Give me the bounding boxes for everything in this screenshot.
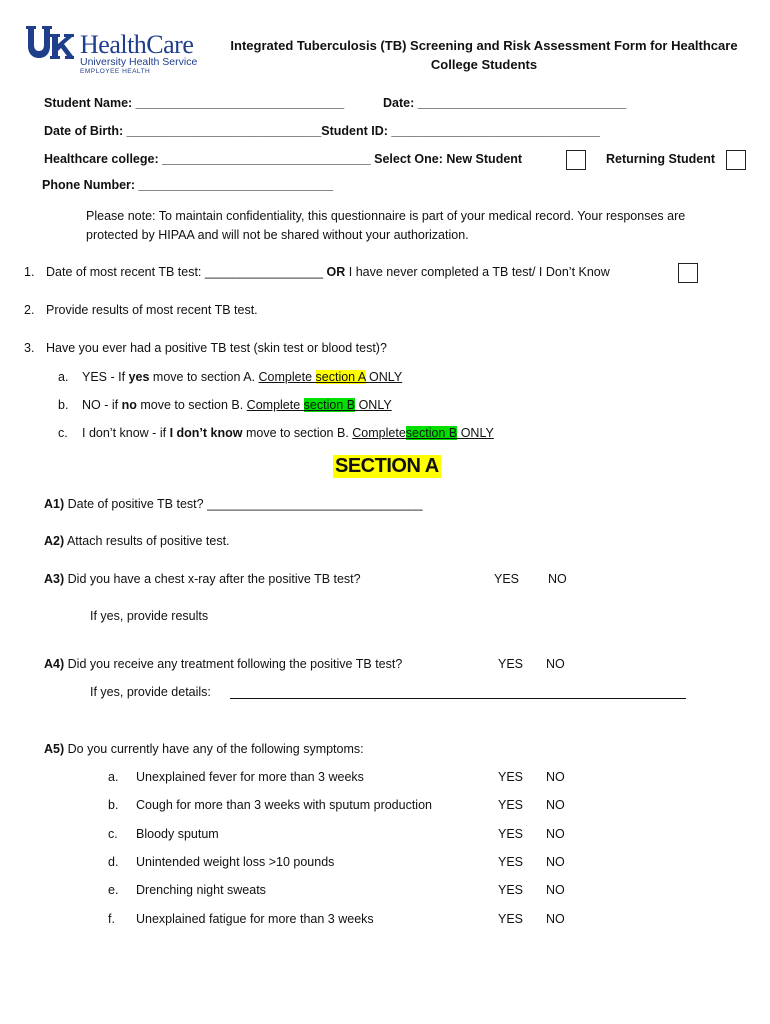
q1-or: OR bbox=[326, 265, 346, 279]
symptom-no-option[interactable]: NO bbox=[546, 883, 565, 897]
confidentiality-note: Please note: To maintain confidentiality, this questionnaire is part of your medical record. Your responses are protected by HIPAA and will not be shared without your authorization. bbox=[86, 209, 686, 242]
symptom-text: Unexplained fever for more than 3 weeks bbox=[136, 770, 364, 784]
symptom-letter: e. bbox=[108, 883, 119, 897]
symptom-no-option[interactable]: NO bbox=[546, 855, 565, 869]
symptom-yes-option[interactable]: YES bbox=[498, 912, 524, 926]
symptom-yes-option[interactable]: YES bbox=[498, 770, 524, 784]
q3-number: 3. bbox=[24, 341, 35, 355]
symptom-text: Unintended weight loss >10 pounds bbox=[136, 855, 335, 869]
a1-field[interactable]: A1) Date of positive TB test? _______________________________ bbox=[44, 497, 423, 511]
q3c-letter: c. bbox=[58, 426, 68, 440]
logo-sub2-text: EMPLOYEE HEALTH bbox=[80, 68, 151, 75]
q3b-link[interactable]: Complete section B ONLY bbox=[246, 398, 392, 412]
q2-number: 2. bbox=[24, 303, 35, 317]
symptom-no-option[interactable]: NO bbox=[546, 827, 565, 841]
a4-row: A4) Did you receive any treatment following the positive TB test? bbox=[44, 657, 403, 671]
symptom-letter: f. bbox=[108, 912, 115, 926]
symptom-text: Drenching night sweats bbox=[136, 883, 266, 897]
form-title: Integrated Tuberculosis (TB) Screening and Risk Assessment Form for Healthcare College Students bbox=[230, 38, 738, 72]
never-tested-checkbox[interactable] bbox=[678, 263, 698, 283]
q3c-link[interactable]: Completesection B ONLY bbox=[352, 426, 494, 440]
a4-details-label: If yes, provide details: bbox=[90, 685, 211, 699]
q1-text: Date of most recent TB test: _________________ bbox=[46, 265, 324, 279]
logo-sub-text: University Health Service bbox=[80, 56, 198, 68]
symptom-letter: b. bbox=[108, 798, 119, 812]
q3b-option: NO - if no move to section B. Complete section B ONLY bbox=[82, 398, 392, 412]
q3b-letter: b. bbox=[58, 398, 69, 412]
a3-no-option[interactable]: NO bbox=[548, 572, 567, 586]
a2-row: A2) Attach results of positive test. bbox=[44, 534, 230, 548]
symptom-no-option[interactable]: NO bbox=[546, 912, 565, 926]
q3a-option: YES - If yes move to section A. Complete section A ONLY bbox=[82, 370, 403, 384]
symptom-yes-option[interactable]: YES bbox=[498, 883, 524, 897]
healthcare-college-field[interactable]: Healthcare college: ______________________________ Select One: New Student bbox=[44, 152, 523, 166]
logo-brand-text: HealthCare bbox=[80, 30, 194, 59]
q3a-letter: a. bbox=[58, 370, 69, 384]
q3-text: Have you ever had a positive TB test (skin test or blood test)? bbox=[46, 341, 387, 355]
dob-student-id-field[interactable]: Date of Birth: ____________________________Student ID: ______________________________ bbox=[44, 124, 600, 138]
symptom-letter: a. bbox=[108, 770, 119, 784]
a4-yes-option[interactable]: YES bbox=[498, 657, 524, 671]
a3-results-field[interactable]: If yes, provide results bbox=[90, 609, 209, 623]
symptom-text: Cough for more than 3 weeks with sputum production bbox=[136, 798, 432, 812]
returning-student-label: Returning Student bbox=[606, 152, 716, 166]
new-student-checkbox[interactable] bbox=[566, 150, 586, 170]
q1-number: 1. bbox=[24, 265, 35, 279]
date-field[interactable]: Date: ______________________________ bbox=[383, 96, 627, 110]
symptom-no-option[interactable]: NO bbox=[546, 798, 565, 812]
a5-row: A5) Do you currently have any of the following symptoms: bbox=[44, 742, 364, 756]
a4-details-line[interactable] bbox=[230, 698, 686, 699]
returning-student-checkbox[interactable] bbox=[726, 150, 746, 170]
q1-field[interactable] bbox=[46, 265, 610, 279]
symptom-yes-option[interactable]: YES bbox=[498, 827, 524, 841]
symptom-text: Bloody sputum bbox=[136, 827, 219, 841]
q2-text: Provide results of most recent TB test. bbox=[46, 303, 258, 317]
symptom-letter: d. bbox=[108, 855, 119, 869]
section-a-title: SECTION A bbox=[335, 455, 439, 477]
a3-row: A3) Did you have a chest x-ray after the positive TB test? bbox=[44, 572, 361, 586]
a3-yes-option[interactable]: YES bbox=[494, 572, 520, 586]
symptom-no-option[interactable]: NO bbox=[546, 770, 565, 784]
q1-rest: I have never completed a TB test/ I Don’t Know bbox=[348, 265, 610, 279]
student-name-field[interactable]: Student Name: ______________________________ bbox=[44, 96, 345, 110]
symptom-yes-option[interactable]: YES bbox=[498, 855, 524, 869]
q3a-link[interactable]: Complete section A ONLY bbox=[258, 370, 403, 384]
phone-number-field[interactable]: Phone Number: ____________________________ bbox=[42, 178, 334, 192]
symptom-yes-option[interactable]: YES bbox=[498, 798, 524, 812]
a4-no-option[interactable]: NO bbox=[546, 657, 565, 671]
symptom-letter: c. bbox=[108, 827, 118, 841]
uk-healthcare-logo bbox=[24, 24, 214, 76]
uk-logo-icon bbox=[24, 24, 74, 68]
symptom-text: Unexplained fatigue for more than 3 weeks bbox=[136, 912, 374, 926]
q3c-option: I don’t know - if I don’t know move to section B. Completesection B ONLY bbox=[82, 426, 494, 440]
